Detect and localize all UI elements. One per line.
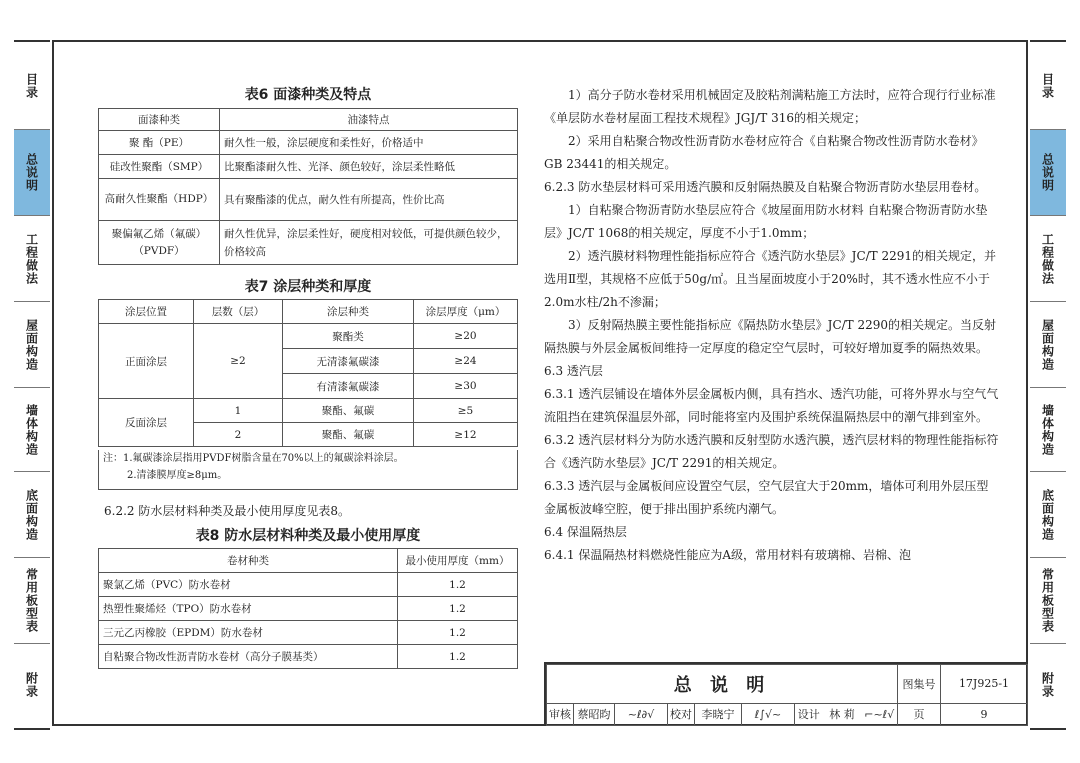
table-cell: 聚酯、氟碳 [283, 399, 414, 423]
table-cell: 具有聚酯漆的优点，耐久性有所提高，性价比高 [220, 179, 518, 221]
tab-label: 附录 [24, 672, 39, 698]
tab-label: 常用板型表 [1040, 568, 1055, 633]
tab-label: 墙体构造 [24, 403, 39, 456]
tab-label: 工程做法 [1040, 232, 1055, 285]
tab-roof-construction[interactable] [14, 302, 50, 388]
table-cell: 耐久性一般，涂层硬度和柔性好，价格适中 [220, 131, 518, 155]
tab-common-panels[interactable] [14, 558, 50, 644]
paragraph: 6.2.3 防水垫层材料可采用透汽膜和反射隔热膜及自粘聚合物沥青防水垫层用卷材。 [544, 180, 987, 194]
tab-label: 附录 [1040, 672, 1055, 698]
table-cell: 1.2 [398, 621, 518, 645]
paragraph: 6.3.3 透汽层与金属板间应设置空气层，空气层宜大于20mm，墙体可利用外层压型金属板波峰空腔，便于排出围护系统内潮气。 [544, 479, 989, 516]
atlas-label: 图集号 [898, 665, 941, 704]
title-block [544, 662, 1028, 726]
checker-signature: ℓ∫√~ [742, 703, 795, 725]
tab-label: 底面构造 [1040, 488, 1055, 541]
left-sidebar [14, 40, 50, 730]
tab-engineering-practice[interactable] [14, 216, 50, 302]
table-cell: 热塑性聚烯烃（TPO）防水卷材 [99, 597, 398, 621]
table-row [99, 573, 518, 597]
table-cell: 耐久性优异，涂层柔性好，硬度相对较低，可提供颜色较少，价格较高 [220, 221, 518, 265]
right-column-text [544, 84, 1000, 567]
tab-label: 目录 [24, 72, 39, 99]
table-cell: 有清漆氟碳漆 [283, 374, 414, 399]
table8-header: 最小使用厚度（mm） [398, 549, 518, 573]
table-row [99, 399, 518, 423]
paragraph: 6.3.2 透汽层材料分为防水透汽膜和反射型防水透汽膜，透汽层材料的物理性能指标符合《透汽防水垫层》JC/T 2291的相关规定。 [544, 433, 999, 470]
section-6-2-2: 6.2.2 防水层材料种类及最小使用厚度见表8。 [104, 504, 350, 518]
table-cell: 比聚酯漆耐久性、光泽、颜色较好，涂层柔性略低 [220, 155, 518, 179]
tab-label: 墙体构造 [1040, 403, 1055, 456]
paragraph: 1）自粘聚合物沥青防水垫层应符合《坡屋面用防水材料 自粘聚合物沥青防水垫层》JC/T 1068的相关规定，厚度不小于1.0mm； [544, 203, 988, 240]
table-cell: 无清漆氟碳漆 [283, 349, 414, 374]
paragraph: 6.4.1 保温隔热材料燃烧性能应为A级，常用材料有玻璃棉、岩棉、泡 [544, 548, 912, 562]
table-cell: 聚偏氟乙烯（氟碳）（PVDF） [99, 221, 220, 265]
paragraph: 2）采用自粘聚合物改性沥青防水卷材应符合《自粘聚合物改性沥青防水卷材》GB 23441的相关规定。 [544, 134, 984, 171]
table-cell: 聚酯、氟碳 [283, 423, 414, 447]
section-heading: 6.3 透汽层 [544, 364, 603, 378]
table7 [98, 299, 518, 447]
reviewer-name: 蔡昭昀 [574, 703, 615, 725]
table-cell: 聚酯类 [283, 324, 414, 349]
table7-note: 注：1.氟碳漆涂层指用PVDF树脂含量在70%以上的氟碳涂料涂层。 [103, 453, 404, 464]
drawing-title: 总 说 明 [547, 665, 898, 704]
table-row [99, 597, 518, 621]
design-label: 设计 [797, 708, 820, 722]
table6 [98, 108, 518, 265]
tab-appendix[interactable] [14, 644, 50, 726]
tab-label: 屋面构造 [24, 318, 39, 371]
table-cell: 聚氯乙烯（PVC）防水卷材 [99, 573, 398, 597]
paragraph: 6.3.1 透汽层铺设在墙体外层金属板内侧，具有挡水、透汽功能，可将外界水与空气气流阻挡在建筑保温层外部，同时能将室内及围护系统保温隔热层中的潮气排到室外。 [544, 387, 999, 424]
table-cell: 硅改性聚酯（SMP） [99, 155, 220, 179]
table-row [99, 324, 518, 349]
table-cell: ≥30 [414, 374, 518, 399]
table-cell: 自粘聚合物改性沥青防水卷材（高分子膜基类） [99, 645, 398, 669]
table6-header: 油漆特点 [220, 109, 518, 131]
tab-label: 目录 [1040, 72, 1055, 99]
paragraph: 1）高分子防水卷材采用机械固定及胶粘剂满粘施工方法时，应符合现行行业标准《单层防水卷材屋面工程技术规程》JGJ/T 316的相关规定； [544, 88, 996, 125]
design-cell [795, 703, 898, 725]
paragraph: 2）透汽膜材料物理性能指标应符合《透汽防水垫层》JC/T 2291的相关规定，并选用Ⅱ型，其规格不应低于50g/㎡。且当屋面坡度小于20%时，其不透水性应不小于2.0m水柱/2h不渗漏； [544, 249, 997, 309]
table8 [98, 548, 518, 669]
table-cell: ≥24 [414, 349, 518, 374]
tab-label: 工程做法 [24, 232, 39, 285]
section-heading: 6.4 保温隔热层 [544, 525, 627, 539]
table-row [99, 155, 518, 179]
table7-header: 涂层厚度（μm） [414, 300, 518, 324]
table-row [99, 621, 518, 645]
table-cell: ≥20 [414, 324, 518, 349]
table-cell: 聚 酯（PE） [99, 131, 220, 155]
tab-floor-construction[interactable] [1030, 472, 1066, 558]
tab-common-panels[interactable] [1030, 558, 1066, 644]
check-label: 校对 [668, 703, 695, 725]
table-cell: 反面涂层 [99, 399, 194, 447]
table-row [99, 645, 518, 669]
right-sidebar [1030, 40, 1066, 730]
table-cell: ≥12 [414, 423, 518, 447]
tab-label: 常用板型表 [24, 568, 39, 633]
table7-header: 涂层种类 [283, 300, 414, 324]
table-row [99, 221, 518, 265]
table-cell: 高耐久性聚酯（HDP） [99, 179, 220, 221]
table8-header: 卷材种类 [99, 549, 398, 573]
table8-title: 表8 防水层材料种类及最小使用厚度 [195, 528, 421, 544]
atlas-number: 17J925-1 [941, 665, 1028, 704]
tab-general-notes[interactable] [14, 130, 50, 216]
table6-header: 面漆种类 [99, 109, 220, 131]
table-row [99, 131, 518, 155]
tab-wall-construction[interactable] [14, 388, 50, 472]
table7-header: 层数（层） [194, 300, 283, 324]
table-cell: 1.2 [398, 597, 518, 621]
page-label: 页 [898, 703, 941, 725]
tab-engineering-practice[interactable] [1030, 216, 1066, 302]
tab-general-notes[interactable] [1030, 130, 1066, 216]
table6-title: 表6 面漆种类及特点 [244, 87, 372, 103]
tab-roof-construction[interactable] [1030, 302, 1066, 388]
tab-label: 总说明 [24, 153, 39, 192]
tab-contents[interactable] [1030, 42, 1066, 130]
designer-name: 林 莉 [829, 708, 855, 722]
table7-notes [98, 450, 518, 490]
tab-label: 总说明 [1040, 153, 1055, 192]
tab-floor-construction[interactable] [14, 472, 50, 558]
page-number: 9 [941, 703, 1028, 725]
tab-wall-construction[interactable] [1030, 388, 1066, 472]
tab-appendix[interactable] [1030, 644, 1066, 726]
table-row [99, 179, 518, 221]
table-cell: 1 [194, 399, 283, 423]
tab-contents[interactable] [14, 42, 50, 130]
table-cell: ≥2 [194, 324, 283, 399]
table-cell: 2 [194, 423, 283, 447]
table-cell: 正面涂层 [99, 324, 194, 399]
table-cell: 三元乙丙橡胶（EPDM）防水卷材 [99, 621, 398, 645]
table-cell: 1.2 [398, 573, 518, 597]
tab-label: 屋面构造 [1040, 318, 1055, 371]
table-cell: ≥5 [414, 399, 518, 423]
table-cell: 1.2 [398, 645, 518, 669]
tab-label: 底面构造 [24, 488, 39, 541]
paragraph: 3）反射隔热膜主要性能指标应《隔热防水垫层》JC/T 2290的相关规定。当反射隔热膜与外层金属板间维持一定厚度的稳定空气层时，可较好增加夏季的隔热效果。 [544, 318, 997, 355]
review-label: 审核 [547, 703, 574, 725]
reviewer-signature: ~ℓ∂√ [615, 703, 668, 725]
designer-signature: ⌐~ℓ√ [864, 708, 895, 722]
table7-note: 2.清漆膜厚度≥8μm。 [127, 470, 228, 481]
table7-title: 表7 涂层种类和厚度 [244, 279, 372, 295]
table7-header: 涂层位置 [99, 300, 194, 324]
checker-name: 李晓宁 [695, 703, 742, 725]
